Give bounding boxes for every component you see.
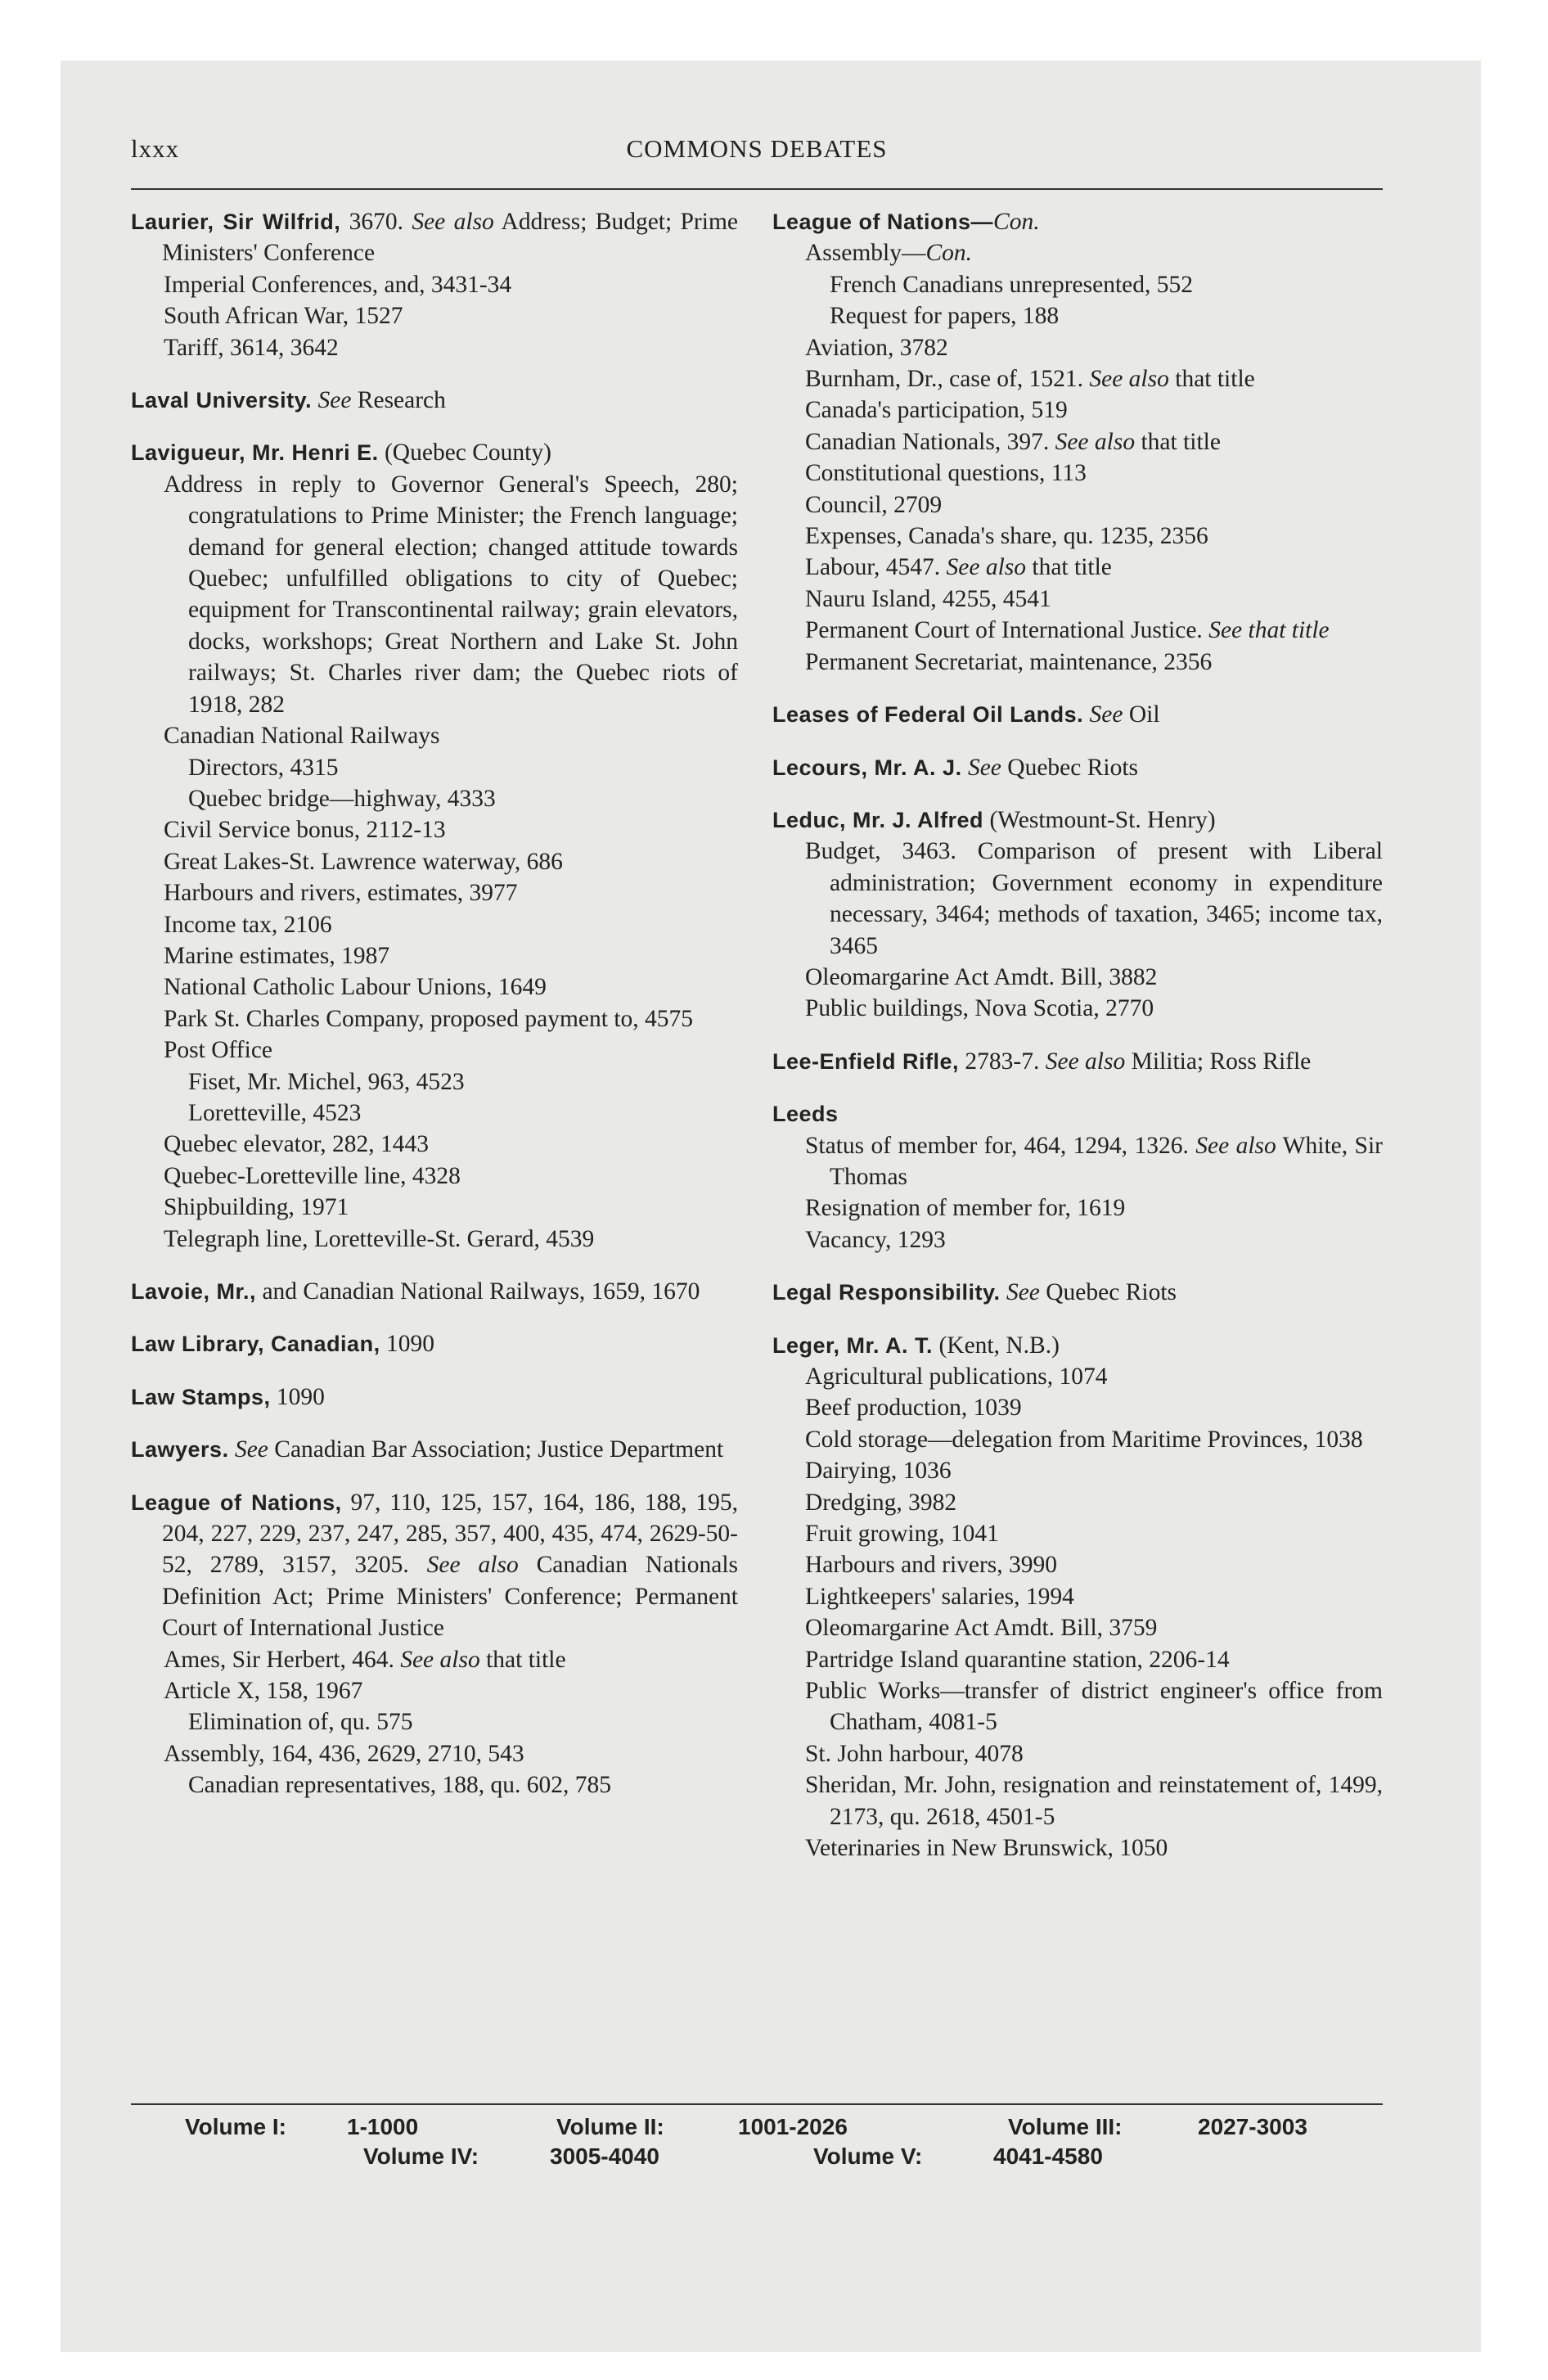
sub-entry [131, 814, 738, 845]
sub-entry [131, 1161, 738, 1192]
sub-sub-entry [131, 1769, 738, 1801]
see-reference: See also [1055, 428, 1136, 455]
sub-entry [131, 1738, 738, 1769]
sub-entry [772, 1130, 1383, 1193]
sub-entry [772, 1224, 1383, 1255]
continued-mark: Con. [993, 209, 1040, 235]
entry-text: 3670. [340, 209, 412, 235]
sub-entry-text: Oleomargarine Act Amdt. Bill, 3759 [805, 1615, 1158, 1642]
see-reference: See [967, 754, 1001, 781]
index-entry [772, 752, 1383, 783]
entry-heading-line [131, 206, 738, 269]
sub-entry-text: Oleomargarine Act Amdt. Bill, 3882 [805, 963, 1158, 990]
sub-entry [131, 300, 738, 331]
entry-heading: Law Stamps, [131, 1384, 271, 1409]
sub-entry [131, 971, 738, 1003]
sub-entry-text: Elimination of, qu. 575 [188, 1709, 413, 1736]
index-entry [772, 1330, 1383, 1864]
sub-entry-text: Request for papers, 188 [830, 303, 1060, 330]
sub-entry [772, 647, 1383, 678]
index-entry [131, 1276, 738, 1307]
entry-heading-line [772, 699, 1383, 730]
sub-entry [772, 1487, 1383, 1518]
see-reference: See also [412, 209, 494, 235]
volume-5-range: 4041-4580 [993, 2143, 1103, 2169]
entry-heading-line [131, 1276, 738, 1307]
entry-heading-line [772, 1046, 1383, 1077]
sub-entry [772, 1581, 1383, 1612]
header-rule [131, 188, 1383, 190]
sub-entry [772, 615, 1383, 646]
sub-entry-text-cont: White, Sir Thomas [830, 1132, 1383, 1190]
volume-2-label: Volume II: [556, 2114, 664, 2139]
continued-mark: Con. [925, 240, 973, 267]
sub-entry [772, 1675, 1383, 1738]
entry-heading-line [131, 437, 738, 468]
sub-entry-text: Nauru Island, 4255, 4541 [805, 585, 1051, 612]
sub-entry-text: Council, 2709 [805, 491, 943, 518]
sub-entry [772, 1455, 1383, 1486]
sub-entry-text: Marine estimates, 1987 [164, 942, 390, 969]
entry-heading: League of Nations, [131, 1490, 342, 1515]
see-reference: See also [400, 1646, 480, 1673]
sub-entry-text: Permanent Secretariat, maintenance, 2356 [805, 648, 1213, 675]
index-entry [131, 1434, 738, 1465]
index-entry [772, 206, 1383, 678]
entry-heading-line [131, 1434, 738, 1465]
entry-heading-line [772, 752, 1383, 783]
sub-sub-entry [772, 300, 1383, 331]
sub-entry [131, 1192, 738, 1223]
sub-entry [772, 1424, 1383, 1455]
sub-entry [772, 237, 1383, 268]
sub-entry-text: Canadian Nationals, 397. [805, 428, 1055, 455]
index-entry [131, 1487, 738, 1801]
sub-entry [772, 1612, 1383, 1643]
sub-entry [772, 962, 1383, 993]
page-title: COMMONS DEBATES [626, 134, 888, 163]
entry-heading-line [131, 1328, 738, 1359]
sub-entry-text: Beef production, 1039 [805, 1395, 1022, 1422]
entry-heading: Leases of Federal Oil Lands. [772, 702, 1084, 728]
sub-entry-text: Loretteville, 4523 [188, 1099, 362, 1126]
sub-entry [131, 877, 738, 908]
entry-heading-line [131, 385, 738, 416]
sub-entry [772, 1392, 1383, 1423]
entry-text [962, 755, 968, 781]
sub-entry-text: Partridge Island quarantine station, 2206-14 [805, 1646, 1230, 1673]
entry-heading: Leduc, Mr. J. Alfred [772, 807, 984, 832]
entry-text-cont: Oil [1123, 701, 1160, 728]
index-entry [131, 1328, 738, 1359]
entry-text: 1090 [270, 1383, 325, 1410]
see-reference: See also [1195, 1132, 1276, 1159]
sub-entry [772, 836, 1383, 962]
index-entry [772, 805, 1383, 1025]
sub-entry [131, 846, 738, 877]
entry-heading: Legal Responsibility. [772, 1280, 1001, 1305]
entry-heading: Leeds [772, 1102, 839, 1127]
see-reference: See also [1089, 366, 1169, 393]
volume-4-range: 3005-4040 [550, 2143, 659, 2169]
entry-heading-line [131, 1382, 738, 1413]
sub-sub-entry [772, 269, 1383, 300]
sub-entry-text: Canadian National Railways [164, 723, 440, 750]
sub-entry-text: Expenses, Canada's share, qu. 1235, 2356 [805, 523, 1208, 550]
sub-entry-text-cont: that title [1135, 428, 1221, 455]
sub-entry [131, 1034, 738, 1066]
entry-text: 97, 110, 125, 157, 164, 186, 188, 195, 204, 227, 229, 237, 247, 285, 357, 400, 435, 474, 2629-50-52, 2789, 3157, 3205. [162, 1489, 738, 1579]
sub-entry [772, 332, 1383, 363]
sub-entry [131, 940, 738, 971]
sub-entry [131, 909, 738, 940]
volume-2-range: 1001-2026 [738, 2114, 848, 2139]
sub-entry-text: Cold storage—delegation from Maritime Provinces, 1038 [805, 1426, 1363, 1453]
entry-heading-line [131, 1487, 738, 1644]
sub-entry [772, 521, 1383, 552]
sub-entry [772, 1644, 1383, 1675]
sub-entry [772, 363, 1383, 394]
sub-entry-text: Great Lakes-St. Lawrence waterway, 686 [164, 848, 563, 875]
entry-text: (Quebec County) [378, 439, 551, 467]
sub-entry [772, 489, 1383, 521]
index-entry [772, 1277, 1383, 1308]
sub-entry-text: Public buildings, Nova Scotia, 2770 [805, 995, 1154, 1022]
index-entry [131, 437, 738, 1255]
entry-heading: Leger, Mr. A. T. [772, 1332, 934, 1358]
sub-entry-text: Veterinaries in New Brunswick, 1050 [805, 1835, 1168, 1862]
sub-entry-text: Directors, 4315 [188, 754, 339, 781]
entry-heading: Law Library, Canadian, [131, 1332, 380, 1357]
sub-entry [772, 993, 1383, 1024]
sub-entry-text: Dredging, 3982 [805, 1489, 957, 1516]
see-reference: See [317, 387, 352, 414]
sub-entry-text-cont: that title [1026, 554, 1112, 581]
sub-entry-text-cont: that title [479, 1646, 566, 1673]
sub-entry [772, 394, 1383, 426]
page-number: lxxx [131, 134, 180, 163]
sub-entry-text: Income tax, 2106 [164, 911, 332, 938]
sub-entry [772, 458, 1383, 489]
index-column-left [131, 206, 738, 1823]
sub-entry [772, 1518, 1383, 1549]
sub-entry-text: Quebec elevator, 282, 1443 [164, 1131, 430, 1158]
sub-entry [772, 552, 1383, 583]
entry-heading-line [772, 206, 1383, 237]
see-reference: See [1006, 1279, 1040, 1306]
sub-entry-text: Resignation of member for, 1619 [805, 1195, 1126, 1222]
sub-entry-text: Shipbuilding, 1971 [164, 1194, 349, 1221]
sub-entry-text-cont: that title [1168, 366, 1255, 393]
sub-entry-text: Harbours and rivers, estimates, 3977 [164, 880, 518, 907]
sub-sub-entry [131, 752, 738, 783]
entry-heading: Lavoie, Mr., [131, 1279, 257, 1304]
sub-entry [131, 469, 738, 720]
entry-heading: Lawyers. [131, 1437, 229, 1463]
index-column-right [772, 206, 1383, 1886]
sub-entry-text: Vacancy, 1293 [805, 1226, 946, 1253]
entry-heading: Lee-Enfield Rifle, [772, 1048, 960, 1074]
entry-text [1001, 1279, 1006, 1305]
sub-entry-text: Agricultural publications, 1074 [805, 1364, 1108, 1390]
entry-heading-line [772, 1098, 1383, 1129]
sub-entry-text: Constitutional questions, 113 [805, 460, 1087, 487]
sub-entry-text: Post Office [164, 1037, 273, 1064]
sub-entry-text: Park St. Charles Company, proposed payment to, 4575 [164, 1005, 694, 1032]
sub-entry-text: Imperial Conferences, and, 3431-34 [164, 271, 512, 298]
volume-3-range: 2027-3003 [1198, 2114, 1307, 2139]
sub-entry-text: St. John harbour, 4078 [805, 1740, 1024, 1767]
sub-entry [131, 1644, 738, 1675]
index-entry [772, 1046, 1383, 1077]
sub-sub-entry [131, 1066, 738, 1098]
sub-entry-text: Fiset, Mr. Michel, 963, 4523 [188, 1068, 465, 1095]
index-entry [131, 1382, 738, 1413]
entry-text-cont: Research [351, 387, 446, 414]
sub-entry-text: Public Works—transfer of district engineer's office from Chatham, 4081-5 [805, 1678, 1383, 1736]
sub-entry [772, 584, 1383, 615]
sub-entry [772, 1192, 1383, 1224]
sub-entry [772, 1361, 1383, 1392]
entry-text [1083, 701, 1089, 728]
sub-entry-text: Fruit growing, 1041 [805, 1521, 999, 1548]
sub-entry [131, 269, 738, 300]
sub-entry-text: French Canadians unrepresented, 552 [830, 271, 1193, 298]
sub-entry [131, 1224, 738, 1255]
sub-entry-text: Sheridan, Mr. John, resignation and reinstatement of, 1499, 2173, qu. 2618, 4501-5 [805, 1772, 1383, 1830]
entry-text: and Canadian National Railways, 1659, 1670 [256, 1278, 700, 1305]
entry-text: (Westmount-St. Henry) [983, 806, 1216, 833]
sub-entry-text: Article X, 158, 1967 [164, 1678, 363, 1705]
entry-text-cont: Quebec Riots [1001, 754, 1139, 781]
sub-entry [131, 1675, 738, 1706]
sub-entry-text: Civil Service bonus, 2112-13 [164, 817, 446, 844]
entry-heading-line [772, 805, 1383, 836]
sub-entry [772, 1738, 1383, 1769]
index-entry [772, 699, 1383, 730]
sub-sub-entry [131, 1098, 738, 1129]
sub-entry [772, 1832, 1383, 1864]
see-reference: See also [1045, 1048, 1126, 1075]
sub-entry-text: Burnham, Dr., case of, 1521. [805, 366, 1090, 393]
see-reference: See also [946, 554, 1027, 581]
entry-text-cont: Quebec Riots [1039, 1279, 1177, 1306]
sub-sub-entry [131, 1706, 738, 1738]
sub-entry [131, 720, 738, 751]
sub-entry-text: Telegraph line, Loretteville-St. Gerard, 4539 [164, 1225, 595, 1252]
sub-entry-text: Dairying, 1036 [805, 1458, 952, 1485]
entry-text-cont: Canadian Nationals Definition Act; Prime Ministers' Conference; Permanent Court of International Justice [162, 1552, 738, 1642]
sub-entry [131, 332, 738, 363]
index-entry [772, 1098, 1383, 1255]
entry-heading: Lecours, Mr. A. J. [772, 755, 962, 780]
entry-heading-line [772, 1277, 1383, 1308]
entry-text-cont: Canadian Bar Association; Justice Department [268, 1436, 724, 1463]
sub-entry [772, 1769, 1383, 1832]
sub-entry-text: Quebec-Loretteville line, 4328 [164, 1162, 461, 1189]
sub-entry-text: National Catholic Labour Unions, 1649 [164, 974, 547, 1001]
sub-entry [131, 1003, 738, 1034]
sub-entry-text: South African War, 1527 [164, 303, 403, 330]
volume-1-label: Volume I: [185, 2114, 286, 2139]
index-entry [131, 206, 738, 363]
entry-heading: Lavigueur, Mr. Henri E. [131, 440, 379, 466]
sub-entry-text: Assembly, 164, 436, 2629, 2710, 543 [164, 1740, 524, 1767]
see-reference: See [234, 1436, 268, 1463]
entry-text: (Kent, N.B.) [933, 1332, 1060, 1359]
sub-entry-text: Budget, 3463. Comparison of present with Liberal administration; Government economy in expenditure necessary, 3464; methods of taxation, 3465; income tax, 3465 [805, 838, 1383, 959]
volume-1-range: 1-1000 [347, 2114, 419, 2139]
sub-entry-text: Lightkeepers' salaries, 1994 [805, 1583, 1074, 1610]
entry-heading-line [772, 1330, 1383, 1361]
volume-5-label: Volume V: [813, 2143, 923, 2169]
volume-4-label: Volume IV: [363, 2143, 479, 2169]
see-reference: See also [426, 1552, 519, 1579]
sub-entry-text: Canadian representatives, 188, qu. 602, 785 [188, 1772, 611, 1799]
footer-rule [131, 2103, 1383, 2105]
entry-heading: Laurier, Sir Wilfrid, [131, 210, 341, 234]
entry-text-cont: Militia; Ross Rifle [1125, 1048, 1312, 1075]
sub-entry-text: Status of member for, 464, 1294, 1326. [805, 1132, 1196, 1159]
entry-text-cont: Address; Budget; Prime Ministers' Conference [162, 209, 738, 267]
index-entry [131, 385, 738, 416]
sub-entry-text: Permanent Court of International Justice. [805, 617, 1209, 644]
entry-text: 1090 [380, 1331, 434, 1358]
entry-heading: League of Nations— [772, 210, 994, 234]
sub-entry [131, 1129, 738, 1160]
sub-entry-text: Labour, 4547. [805, 554, 947, 581]
sub-entry [772, 426, 1383, 458]
volume-key-footer [131, 2114, 1383, 2179]
see-reference: See that title [1208, 617, 1330, 644]
entry-text: 2783-7. [959, 1048, 1046, 1075]
page-header [131, 134, 1383, 167]
sub-entry-text: Canada's participation, 519 [805, 397, 1068, 424]
volume-3-label: Volume III: [1008, 2114, 1123, 2139]
sub-entry-text: Tariff, 3614, 3642 [164, 334, 339, 361]
sub-entry-text: Quebec bridge—highway, 4333 [188, 785, 496, 812]
sub-sub-entry [131, 783, 738, 814]
sub-entry [772, 1549, 1383, 1580]
sub-entry-text: Aviation, 3782 [805, 334, 948, 361]
sub-entry-text: Harbours and rivers, 3990 [805, 1552, 1058, 1579]
sub-entry-text: Assembly— [805, 240, 926, 267]
see-reference: See [1089, 701, 1123, 728]
sub-entry-text: Ames, Sir Herbert, 464. [164, 1646, 401, 1673]
entry-text [229, 1436, 235, 1463]
entry-heading: Laval University. [131, 388, 313, 413]
sub-entry-text: Address in reply to Governor General's Speech, 280; congratulations to Prime Minister; the French language; demand for general election; changed attitude towards Quebec; unfulfilled obligations to city of Quebec; equipment for Transcontinental railway; grain elevators, docks, workshops; Great Northern and Lake St. John railways; St. Charles river dam; the Quebec riots of 1918, 282 [164, 471, 738, 718]
